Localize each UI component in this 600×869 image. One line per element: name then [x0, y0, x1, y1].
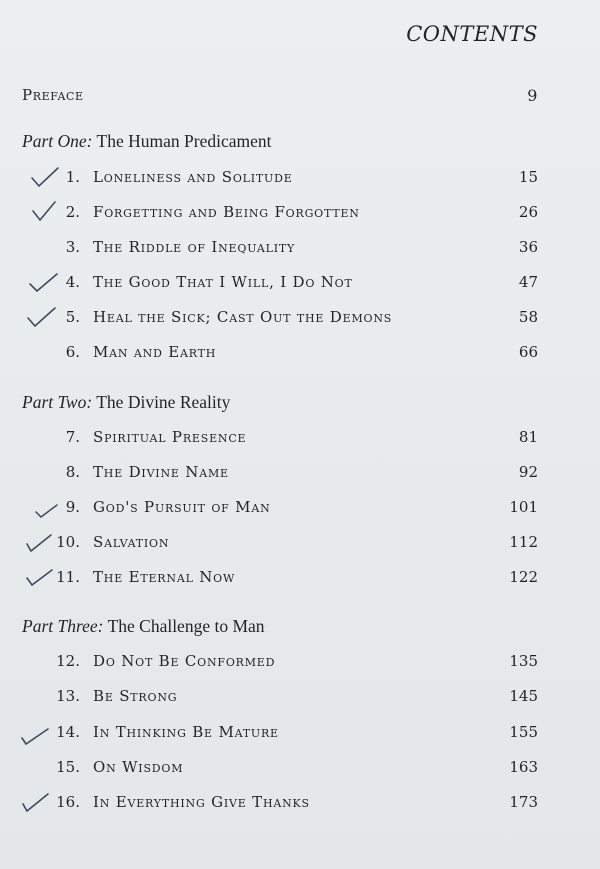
chapter-title: Do Not Be Conformed: [93, 652, 276, 670]
chapter-title: The Good That I Will, I Do Not: [93, 273, 353, 291]
chapter-title: Salvation: [93, 533, 170, 551]
chapter-number: 4.: [65, 273, 80, 291]
check-mark-icon: [26, 306, 56, 328]
check-mark-icon: [24, 531, 54, 553]
toc-entry-15: [0, 758, 538, 782]
toc-entry-8: [0, 463, 538, 487]
chapter-number: 1.: [65, 168, 80, 186]
check-mark-icon: [24, 566, 54, 588]
chapter-title: God's Pursuit of Man: [93, 498, 271, 516]
preface-page: 9: [527, 86, 538, 105]
part-label: Part One:: [22, 131, 93, 151]
toc-entry-4: [0, 273, 538, 297]
chapter-page: 173: [509, 793, 538, 811]
chapter-page: 81: [518, 428, 538, 446]
chapter-title: Be Strong: [93, 687, 178, 705]
chapter-number: 11.: [56, 568, 80, 586]
chapter-title: The Eternal Now: [93, 568, 236, 586]
chapter-page: 112: [509, 533, 538, 551]
chapter-title: In Everything Give Thanks: [93, 793, 310, 811]
chapter-page: 145: [509, 687, 538, 705]
chapter-page: 101: [509, 498, 538, 516]
toc-entry-6: [0, 343, 538, 367]
chapter-number: 12.: [56, 652, 80, 670]
chapter-number: 13.: [56, 687, 80, 705]
chapter-number: 9.: [65, 498, 80, 516]
chapter-number: 15.: [56, 758, 80, 776]
chapter-number: 6.: [65, 343, 80, 361]
chapter-number: 10.: [56, 533, 80, 551]
chapter-number: 8.: [65, 463, 80, 481]
toc-entry-16: [0, 793, 538, 817]
preface-entry: [22, 86, 538, 105]
chapter-page: 26: [518, 203, 538, 221]
chapter-number: 16.: [56, 793, 80, 811]
part-title: The Divine Reality: [96, 392, 231, 412]
preface-label: Preface: [22, 86, 84, 104]
chapter-page: 135: [509, 652, 538, 670]
part-title: The Challenge to Man: [107, 616, 265, 636]
check-mark-icon: [28, 271, 58, 293]
check-mark-icon: [30, 166, 60, 188]
chapter-page: 92: [518, 463, 538, 481]
toc-entry-14: [0, 723, 538, 747]
chapter-title: Loneliness and Solitude: [93, 168, 293, 186]
toc-entry-2: [0, 203, 538, 227]
chapter-number: 14.: [56, 723, 80, 741]
chapter-number: 5.: [65, 308, 80, 326]
toc-entry-3: [0, 238, 538, 262]
part-heading-one: [22, 131, 272, 152]
toc-entry-5: [0, 308, 538, 332]
part-label: Part Three:: [22, 616, 104, 636]
chapter-title: Man and Earth: [93, 343, 217, 361]
toc-entry-11: [0, 568, 538, 592]
toc-entry-12: [0, 652, 538, 676]
chapter-title: Spiritual Presence: [93, 428, 247, 446]
toc-entry-9: [0, 498, 538, 522]
chapter-number: 2.: [65, 203, 80, 221]
chapter-title: The Divine Name: [93, 463, 229, 481]
page-title: CONTENTS: [406, 22, 538, 46]
part-title: The Human Predicament: [96, 131, 272, 151]
chapter-title: In Thinking Be Mature: [93, 723, 279, 741]
chapter-number: 3.: [65, 238, 80, 256]
chapter-page: 58: [518, 308, 538, 326]
chapter-title: The Riddle of Inequality: [93, 238, 296, 256]
part-heading-three: [22, 616, 265, 637]
check-mark-icon: [30, 201, 60, 223]
check-mark-icon: [20, 791, 50, 813]
check-mark-icon: [20, 723, 50, 745]
chapter-page: 163: [509, 758, 538, 776]
chapter-title: On Wisdom: [93, 758, 184, 776]
chapter-title: Heal the Sick; Cast Out the Demons: [93, 308, 393, 326]
chapter-title: Forgetting and Being Forgotten: [93, 203, 360, 221]
part-label: Part Two:: [22, 392, 93, 412]
chapter-page: 122: [509, 568, 538, 586]
toc-entry-10: [0, 533, 538, 557]
toc-entry-7: [0, 428, 538, 452]
chapter-number: 7.: [65, 428, 80, 446]
chapter-page: 47: [518, 273, 538, 291]
chapter-page: 66: [518, 343, 538, 361]
toc-entry-1: [0, 168, 538, 192]
chapter-page: 155: [509, 723, 538, 741]
chapter-page: 15: [518, 168, 538, 186]
part-heading-two: [22, 392, 230, 413]
toc-entry-13: [0, 687, 538, 711]
chapter-page: 36: [518, 238, 538, 256]
check-mark-icon: [33, 498, 63, 520]
